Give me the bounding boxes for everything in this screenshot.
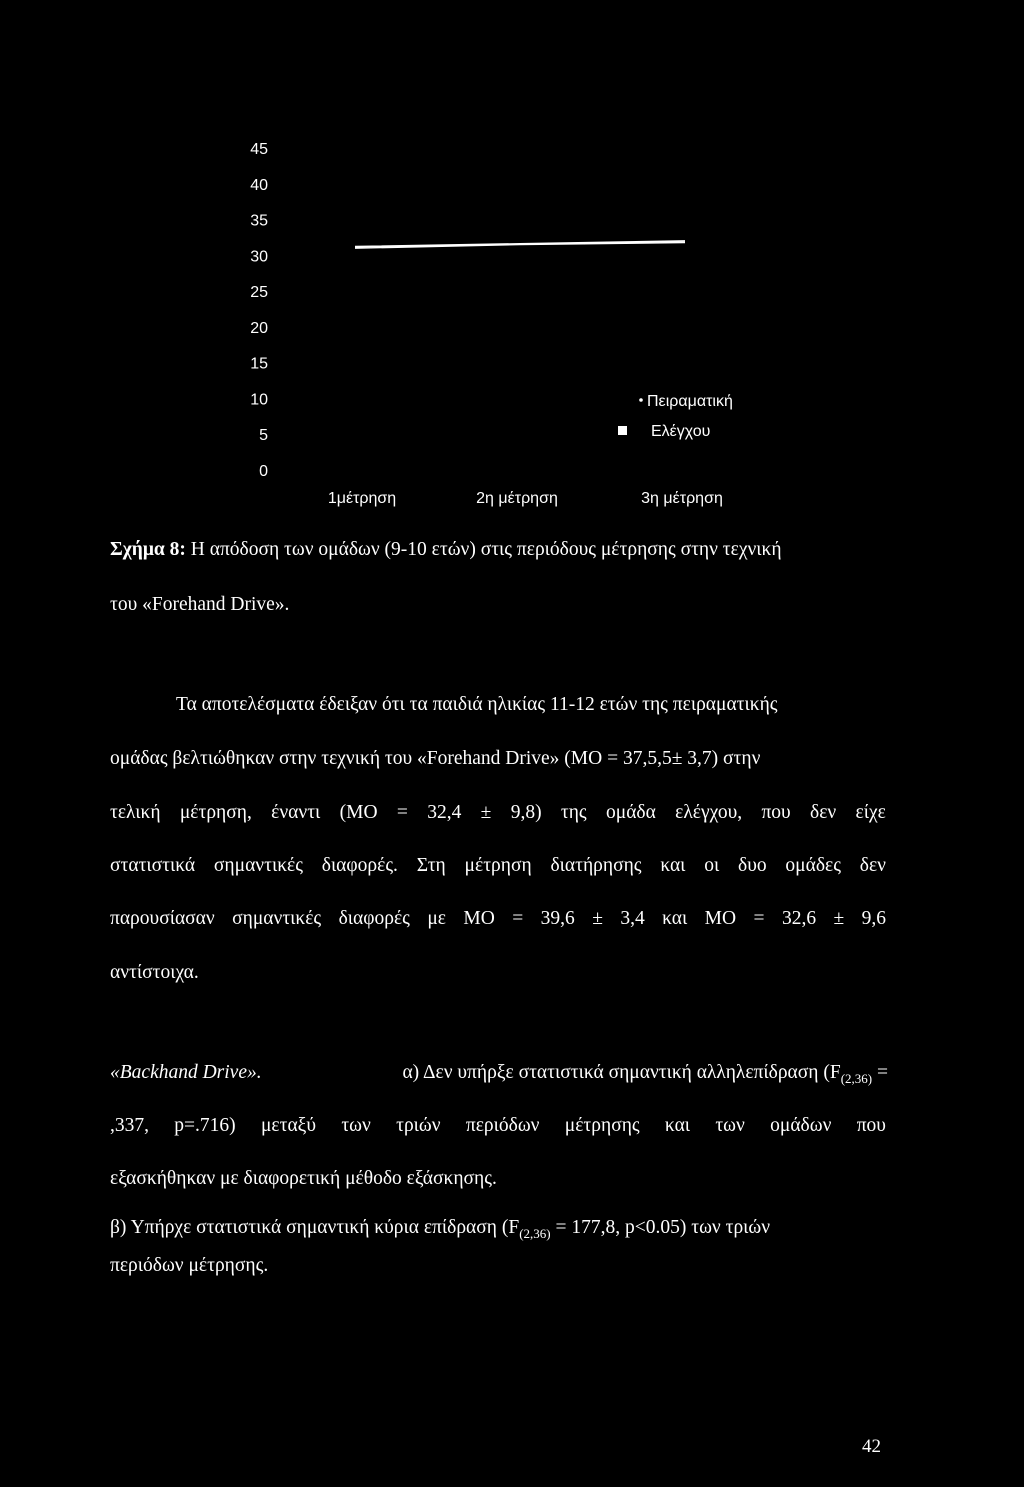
y-tick-label: 40 xyxy=(250,176,268,194)
para2-line2: ,337, p=.716) μεταξύ των τριών περιόδων μέτρησης και των ομάδων που xyxy=(110,1115,886,1136)
y-tick-label: 10 xyxy=(250,391,268,409)
df-subscript-2: (2,36) xyxy=(519,1225,551,1241)
caption-text-line1: Η απόδοση των ομάδων (9-10 ετών) στις περιόδους μέτρησης στην τεχνική xyxy=(190,539,782,560)
x-category-label: 1μέτρηση xyxy=(327,490,397,507)
para2-line1 xyxy=(110,1062,888,1087)
line-chart xyxy=(0,0,1024,520)
caption-text-line2: του «Forehand Drive». xyxy=(110,594,290,615)
y-tick-label: 20 xyxy=(250,319,268,337)
y-tick-label: 30 xyxy=(250,248,268,266)
df-subscript: (2,36) xyxy=(840,1070,873,1086)
legend-marker-control xyxy=(618,426,627,435)
legend-label-control: Ελέγχου xyxy=(651,423,711,440)
y-axis-ticks xyxy=(250,141,268,480)
chart-series xyxy=(355,241,685,248)
page-number: 42 xyxy=(862,1436,881,1457)
caption-label: Σχήμα 8: xyxy=(110,539,186,560)
y-tick-label: 0 xyxy=(259,463,268,480)
legend-marker-experimental xyxy=(639,398,643,402)
chart-legend xyxy=(618,393,733,440)
para1-line4: στατιστικά σημαντικές διαφορές. Στη μέτρηση διατήρησης και οι δυο ομάδες δεν xyxy=(110,855,886,876)
figure-caption xyxy=(110,539,900,561)
para1-line3: τελική μέτρηση, έναντι (ΜΟ = 32,4 ± 9,8) της ομάδα ελέγχου, που δεν είχε xyxy=(110,802,886,823)
para1-line5: παρουσίασαν σημαντικές διαφορές με ΜΟ = 39,6 ± 3,4 και ΜΟ = 32,6 ± 9,6 xyxy=(110,908,886,929)
para2-line5: περιόδων μέτρησης. xyxy=(110,1255,269,1276)
y-tick-label: 45 xyxy=(250,141,268,158)
para2-line3: εξασκήθηκαν με διαφορετική μέθοδο εξάσκησης. xyxy=(110,1168,497,1189)
para1-line2: ομάδας βελτιώθηκαν στην τεχνική του «Forehand Drive» (ΜΟ = 37,5,5± 3,7) στην xyxy=(110,748,761,769)
y-tick-label: 25 xyxy=(250,284,268,302)
para2-line4: β) Υπήρχε στατιστικά σημαντική κύρια επίδραση ($F_{(2,36)} = 177,8$, p<0.05) των τριών xyxy=(110,1217,771,1241)
y-tick-label: 35 xyxy=(250,212,268,230)
para1-line1: Τα αποτελέσματα έδειξαν ότι τα παιδιά ηλικίας 11-12 ετών της πειραματικής xyxy=(176,694,778,715)
x-category-label: 2η μέτρηση xyxy=(476,490,558,507)
para2-line1-text: α) Δεν υπήρξε στατιστικά σημαντική αλληλεπίδραση ($F_{(2,36)}$ = xyxy=(402,1062,888,1086)
para1-line6: αντίστοιχα. xyxy=(110,962,199,983)
y-tick-label: 15 xyxy=(250,355,268,373)
y-tick-label: 5 xyxy=(259,427,268,445)
legend-label-experimental: Πειραματική xyxy=(647,393,733,410)
x-axis-categories xyxy=(328,490,723,507)
x-category-label: 3η μέτρηση xyxy=(641,490,723,507)
para2-term: «Backhand Drive». xyxy=(110,1062,262,1083)
series-line-experimental xyxy=(355,241,685,247)
